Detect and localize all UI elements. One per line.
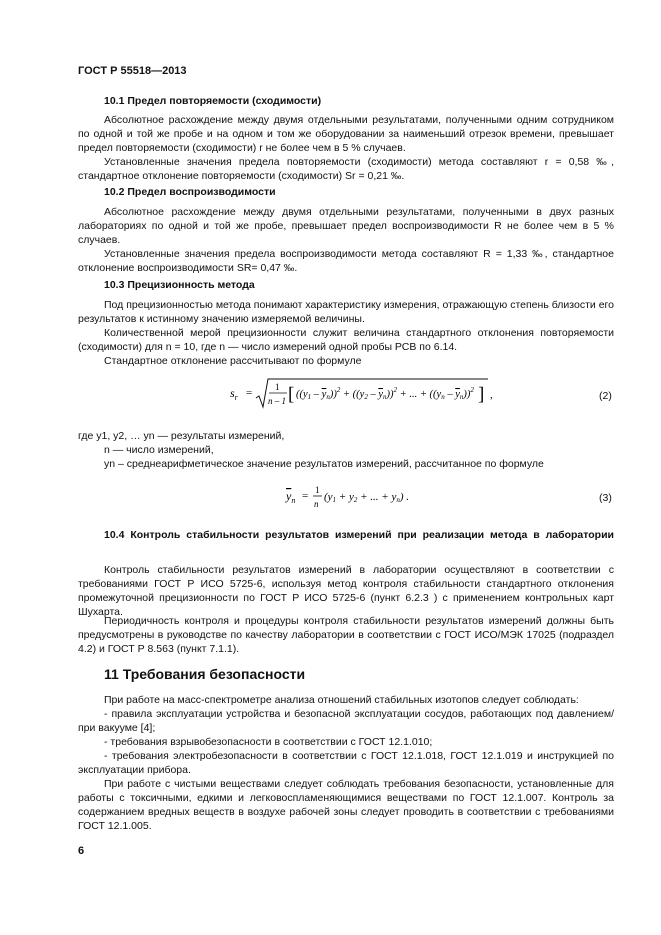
section-10-2-paragraph-1: Абсолютное расхождение между двумя отдельными результатами, полученными в двух разных лабораториях по одной и той же пробе, превышает предел воспроизводимости R не более чем в 5 % случаев. — [78, 206, 614, 246]
equation-number-2: (2) — [599, 390, 612, 402]
formula-bracket-close: ] — [478, 384, 485, 405]
section-11-title: 11 Требования безопасности — [104, 666, 306, 682]
formula-bracket-open: [ — [288, 384, 295, 405]
where-line-2: n — число измерений, — [104, 444, 214, 456]
section-11-paragraph-1: При работе на масс-спектрометре анализа отношений стабильных изотопов следует соблюдать: — [104, 694, 579, 706]
section-11-list-item-3: - требования электробезопасности в соответствии с ГОСТ 12.1.018, ГОСТ 12.1.019 и инструкцией по эксплуатации прибора. — [78, 750, 614, 776]
document-header: ГОСТ Р 55518—2013 — [78, 65, 187, 77]
formula-comma: , — [490, 389, 493, 401]
section-10-1-paragraph-1: Абсолютное расхождение между двумя отдельными результатами, полученными одним сотрудником по одной и той же пробе и на одном и том же оборудовании за наименьший отрезок времени, превышает предел повторяемости (сходимости) r не более чем в 5 % случаев. — [78, 114, 614, 154]
formula-frac-denominator: n – 1 — [268, 396, 286, 406]
section-10-3-paragraph-1: Под прецизионностью метода понимают характеристику измерения, отражающую степень близости его результатов к истинному значению измеряемой величины. — [78, 299, 614, 325]
formula-mean-numerator: 1 — [315, 485, 320, 495]
formula-mean-body: (y1 + y2 + ... + yn) . — [324, 491, 410, 504]
section-10-2-paragraph-2: Установленные значения предела воспроизводимости метода составляют R = 1,33 ‰, стандартное отклонение воспроизводимости SR= 0,47 ‰. — [78, 248, 614, 274]
formula-s-r: $s_r$ — [230, 386, 238, 402]
section-10-3-title: 10.3 Прецизионность метода — [104, 279, 255, 291]
section-11-list-item-2: - требования взрывобезопасности в соответствии с ГОСТ 12.1.010; — [104, 736, 433, 748]
section-10-2-title: 10.2 Предел воспроизводимости — [104, 186, 276, 198]
section-10-4-paragraph-2: Периодичность контроля и процедуры контроля стабильности результатов измерений должны быть предусмотрены в руководстве по качеству лаборатории в соответствии с ГОСТ ИСО/МЭК 17025 (подраздел 4.2) и ГОСТ Р 8.563 (пункт 7.1.1). — [78, 615, 614, 655]
section-10-3-paragraph-3: Стандартное отклонение рассчитывают по формуле — [104, 355, 362, 367]
formula-body: ((y1 – yn))$^2$ + ((y2 – yn))$^2$ + ... + ((yn – yn))$^2$ — [296, 386, 474, 401]
section-11-list-item-1: - правила эксплуатации устройства и безопасной эксплуатации сосудов, работающих под давлением/при вакууме [4]; — [78, 708, 614, 734]
where-line-1: где y1, y2, … yn — результаты измерений, — [78, 430, 285, 442]
formula-equals: = — [246, 387, 253, 399]
section-10-4-paragraph-1: Контроль стабильности результатов измерений в лаборатории осуществляют в соответствии с требованиями ГОСТ Р ИСО 5725-6, используя метод контроля стабильности стандартного отклонения промежуточной прецизионности по ГОСТ Р ИСО 5725-6 (пункт 6.2.3 ) с применением контрольных карт Шухарта. — [78, 564, 614, 618]
formula-mean-y: $y_n$ — [286, 489, 296, 505]
formula-frac-numerator: 1 — [275, 382, 280, 392]
equation-number-3: (3) — [599, 492, 612, 504]
page-number: 6 — [78, 845, 85, 857]
formula-mean-equals: = — [302, 490, 309, 502]
section-10-3-paragraph-2: Количественной мерой прецизионности служит величина стандартного отклонения повторяемости (сходимости) для n = 10, где n — число измерений одной пробы РСВ по 6.14. — [78, 327, 614, 353]
section-10-1-title: 10.1 Предел повторяемости (сходимости) — [104, 95, 322, 107]
formula-mean-denominator: n — [314, 499, 319, 509]
where-line-3: yn – среднеарифметическое значение результатов измерений, рассчитанное по формуле — [104, 458, 544, 470]
section-11-paragraph-2: При работе с чистыми веществами следует соблюдать требования безопасности, установленные для работы с токсичными, едкими и легковоспламеняющимися веществами по ГОСТ 12.1.007. Контроль за содержанием вредных веществ в воздухе рабочей зоны следует проводить в соответствии с требованиями ГОСТ 12.1.005. — [78, 778, 614, 832]
formula-standard-deviation — [228, 376, 498, 410]
formula-mean — [284, 482, 419, 514]
section-10-1-paragraph-2: Установленные значения предела повторяемости (сходимости) метода составляют r = 0,58 ‰, стандартное отклонение повторяемости (сходимости) Sr = 0,21 ‰. — [78, 156, 614, 182]
section-10-4-title: 10.4 Контроль стабильности результатов измерений при реализации метода в лаборатории — [104, 529, 614, 541]
